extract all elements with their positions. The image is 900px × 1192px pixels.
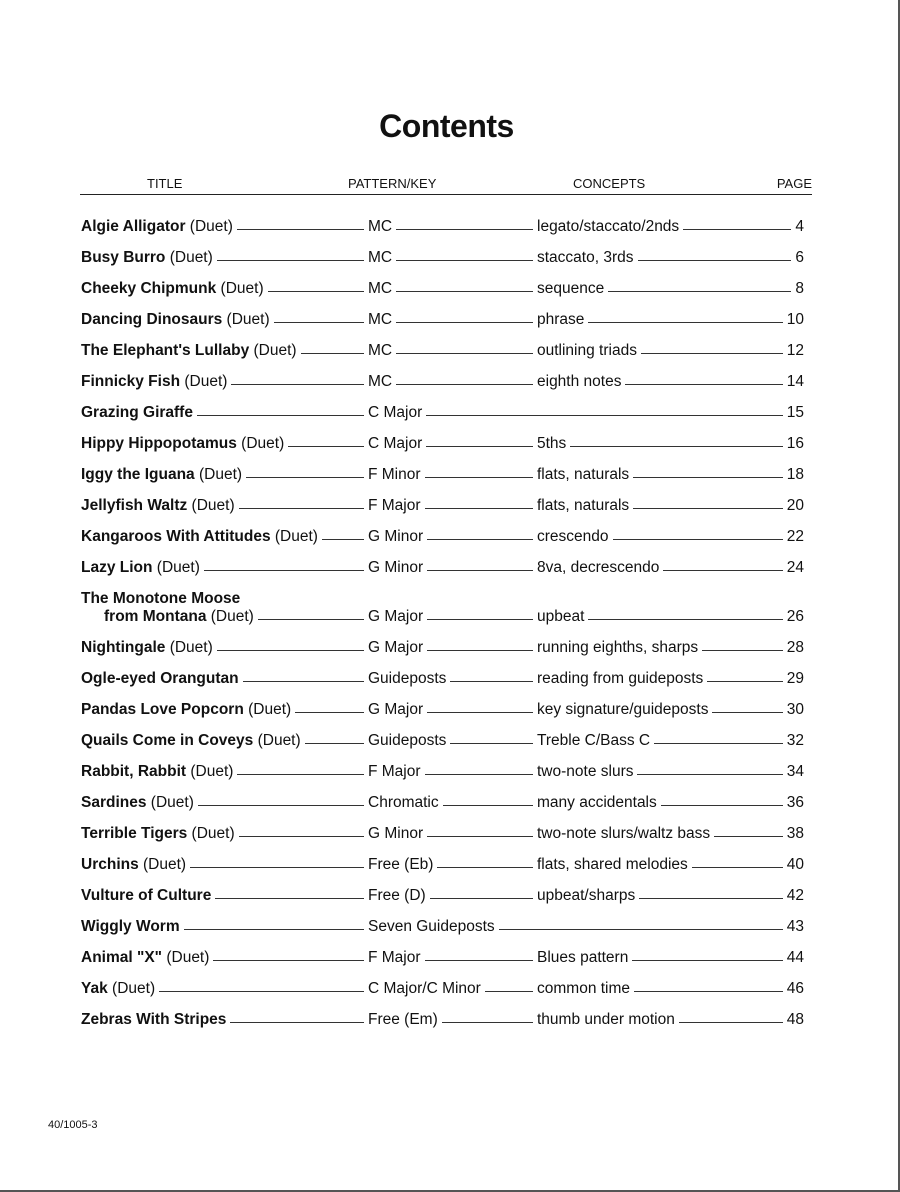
entry-page-number: 46 [786,980,804,997]
dot-leader [425,508,533,509]
entry-page-number: 10 [786,311,804,328]
dot-leader [632,960,782,961]
entry-concept: 8va, decrescendo [537,559,660,576]
entry-name: Quails Come in Coveys [81,732,254,749]
entry-title [81,856,186,874]
header-page: PAGE [776,176,812,191]
entry-name: Zebras With Stripes [81,1011,227,1028]
dot-leader [641,353,783,354]
entry-pattern-key: G Major [368,701,424,718]
entry-title [81,763,233,781]
dot-leader [637,774,782,775]
entry-page-number: 29 [786,670,804,687]
entry-duet-note: (Duet) [162,949,210,966]
entry-name: Nightingale [81,639,166,656]
contents-row [0,300,900,331]
dot-leader [634,991,783,992]
entry-page-number: 24 [786,559,804,576]
dot-leader [485,991,533,992]
dot-leader [426,446,533,447]
entry-title [81,732,301,750]
entry-concept: Blues pattern [537,949,629,966]
dot-leader [268,291,364,292]
dot-leader [239,508,364,509]
entry-page-number: 14 [786,373,804,390]
contents-row [0,845,900,876]
entry-page-number: 44 [786,949,804,966]
entry-page-number: 15 [786,404,804,421]
dot-leader [217,650,364,651]
entry-page-number: 6 [795,249,804,266]
dot-leader [654,743,783,744]
dot-leader [427,619,533,620]
entry-concept: outlining triads [537,342,637,359]
contents-row [0,393,900,424]
dot-leader [426,415,782,416]
entry-page-number: 28 [786,639,804,656]
entry-name: The Elephant's Lullaby [81,342,250,359]
dot-leader [639,898,783,899]
entry-duet-note: (Duet) [138,856,187,873]
contents-row [0,207,900,238]
entry-concept: thumb under motion [537,1011,675,1028]
entry-duet-note: (Duet) [270,528,318,545]
contents-row [0,938,900,969]
entry-name: Animal "X" [81,949,163,966]
entry-concept: Treble C/Bass C [537,732,651,749]
entry-page-number: 12 [786,342,804,359]
entry-page-number: 32 [786,732,804,749]
dot-leader [288,446,364,447]
dot-leader [443,805,533,806]
dot-leader [707,681,782,682]
dot-leader [427,836,533,837]
entry-duet-note: (Duet) [243,701,292,718]
dot-leader [427,650,533,651]
entry-name: Dancing Dinosaurs [81,311,223,328]
header-concepts: CONCEPTS [573,176,646,191]
entry-pattern-key: F Minor [368,466,421,483]
entry-concept: legato/staccato/2nds [537,218,680,235]
header-rule [80,194,812,195]
contents-row [0,628,900,659]
dot-leader [430,898,533,899]
entry-name-line2: from Montana [104,608,207,625]
dot-leader [396,260,533,261]
dot-leader [714,836,783,837]
entry-concept: common time [537,980,631,997]
dot-leader [679,1022,783,1023]
contents-row [0,517,900,548]
entry-duet-note: (Duet) [236,435,285,452]
dot-leader [608,291,791,292]
entry-duet-note: (Duet) [253,732,301,749]
dot-leader [215,898,364,899]
entry-pattern-key: Chromatic [368,794,439,811]
dot-leader [230,1022,364,1023]
entry-name: Grazing Giraffe [81,404,193,421]
entry-pattern-key: C Major [368,404,423,421]
dot-leader [661,805,783,806]
entry-duet-note: (Duet) [152,559,200,576]
entry-pattern-key: MC [368,311,393,328]
entry-duet-note: (Duet) [165,249,213,266]
dot-leader [396,291,533,292]
entry-title [81,497,235,515]
dot-leader [231,384,364,385]
entry-name: Lazy Lion [81,559,153,576]
entry-pattern-key: F Major [368,497,421,514]
entry-title [81,825,235,843]
entry-pattern-key: Free (Eb) [368,856,434,873]
entry-name: Ogle-eyed Orangutan [81,670,239,687]
entry-pattern-key: Free (D) [368,887,426,904]
entry-concept: flats, naturals [537,497,630,514]
entry-duet-note: (Duet) [194,466,243,483]
entry-name: The Monotone Moose [81,590,241,607]
entry-pattern-key: F Major [368,949,421,966]
entry-name: Urchins [81,856,139,873]
entry-title [81,311,270,329]
entry-name: Terrible Tigers [81,825,188,842]
entry-duet-note: (Duet) [187,497,235,514]
dot-leader [625,384,782,385]
contents-row [0,269,900,300]
entry-duet-note: (Duet) [185,218,233,235]
entry-title [81,949,209,967]
dot-leader [301,353,364,354]
entry-title [81,249,213,267]
entry-pattern-key: Free (Em) [368,1011,438,1028]
entry-pattern-key: F Major [368,763,421,780]
entry-title [81,373,227,391]
dot-leader [396,229,533,230]
entry-concept: many accidentals [537,794,657,811]
entry-title [81,701,291,719]
entry-duet-note: (Duet) [206,608,254,625]
dot-leader [197,415,364,416]
contents-row [0,331,900,362]
entry-duet-note: (Duet) [216,280,264,297]
dot-leader [427,712,533,713]
entry-title [81,590,254,626]
entry-page-number: 42 [786,887,804,904]
entry-page-number: 8 [795,280,804,297]
header-pattern-key: PATTERN/KEY [348,176,437,191]
entry-concept: 5ths [537,435,567,452]
entry-concept: upbeat/sharps [537,887,636,904]
contents-row [0,238,900,269]
dot-leader [588,322,782,323]
dot-leader [204,570,364,571]
entry-page-number: 26 [786,608,804,625]
entry-concept: staccato, 3rds [537,249,634,266]
entry-page-number: 18 [786,466,804,483]
entry-page-number: 20 [786,497,804,514]
page-title: Contents [379,108,514,144]
entry-name: Iggy the Iguana [81,466,195,483]
entry-title [81,466,242,484]
dot-leader [437,867,533,868]
entry-name: Yak [81,980,108,997]
dot-leader [295,712,364,713]
entry-title [81,218,233,236]
dot-leader [190,867,364,868]
contents-row [0,876,900,907]
dot-leader [425,477,533,478]
dot-leader [237,229,364,230]
dot-leader [258,619,364,620]
contents-row [0,814,900,845]
entry-pattern-key: G Minor [368,528,424,545]
contents-row [0,486,900,517]
entry-concept: eighth notes [537,373,622,390]
entry-page-number: 38 [786,825,804,842]
dot-leader [633,477,783,478]
entry-pattern-key: MC [368,249,393,266]
dot-leader [274,322,364,323]
entry-pattern-key: MC [368,373,393,390]
entry-name: Vulture of Culture [81,887,212,904]
dot-leader [305,743,364,744]
dot-leader [683,229,791,230]
entry-name: Kangaroos With Attitudes [81,528,271,545]
dot-leader [159,991,364,992]
entry-pattern-key: G Major [368,608,424,625]
entry-pattern-key: MC [368,280,393,297]
contents-row [0,362,900,393]
entry-name: Algie Alligator [81,218,186,235]
entry-concept: reading from guideposts [537,670,704,687]
entry-concept: two-note slurs [537,763,634,780]
entry-name: Pandas Love Popcorn [81,701,244,718]
entry-pattern-key: MC [368,218,393,235]
entry-name: Hippy Hippopotamus [81,435,237,452]
entry-concept: flats, shared melodies [537,856,688,873]
entry-duet-note: (Duet) [165,639,213,656]
entry-pattern-key: G Minor [368,559,424,576]
entry-name: Sardines [81,794,147,811]
dot-leader [499,929,783,930]
entry-duet-note: (Duet) [180,373,228,390]
entry-title [81,918,180,936]
entry-pattern-key: G Major [368,639,424,656]
dot-leader [184,929,364,930]
dot-leader [396,353,533,354]
entry-pattern-key: MC [368,342,393,359]
entry-title [81,404,193,422]
contents-row [0,969,900,1000]
page-code: 40/1005-3 [48,1119,98,1131]
dot-leader [613,539,783,540]
entry-page-number: 40 [786,856,804,873]
entry-page-number: 43 [786,918,804,935]
header-title: TITLE [147,176,183,191]
entry-concept: flats, naturals [537,466,630,483]
entry-page-number: 30 [786,701,804,718]
entry-title [81,435,284,453]
entry-name: Busy Burro [81,249,166,266]
dot-leader [588,619,782,620]
dot-leader [396,322,533,323]
entry-page-number: 16 [786,435,804,452]
entry-name: Cheeky Chipmunk [81,280,217,297]
contents-row [0,455,900,486]
entry-pattern-key: C Major/C Minor [368,980,481,997]
dot-leader [442,1022,533,1023]
entry-name: Rabbit, Rabbit [81,763,187,780]
dot-leader [239,836,364,837]
entry-page-number: 4 [795,218,804,235]
entry-concept: two-note slurs/waltz bass [537,825,711,842]
dot-leader [237,774,364,775]
dot-leader [427,570,533,571]
dot-leader [427,539,533,540]
entry-duet-note: (Duet) [187,825,235,842]
contents-row [0,424,900,455]
entry-name: Wiggly Worm [81,918,180,935]
entry-title [81,528,318,546]
entry-name: Finnicky Fish [81,373,181,390]
dot-leader [633,508,783,509]
dot-leader [217,260,364,261]
entry-pattern-key: G Minor [368,825,424,842]
entry-title [81,639,213,657]
dot-leader [246,477,364,478]
entry-pattern-key: Guideposts [368,670,447,687]
entry-page-number: 34 [786,763,804,780]
entry-title [81,887,211,905]
entry-duet-note: (Duet) [107,980,156,997]
entry-name: Jellyfish Waltz [81,497,188,514]
contents-row [0,548,900,579]
dot-leader [198,805,364,806]
entry-page-number: 22 [786,528,804,545]
entry-duet-note: (Duet) [222,311,270,328]
contents-row [0,579,900,628]
entry-page-number: 36 [786,794,804,811]
entry-pattern-key: C Major [368,435,423,452]
entry-title [81,980,155,998]
entry-concept: phrase [537,311,585,328]
entry-title [81,559,200,577]
dot-leader [692,867,783,868]
entry-pattern-key: Guideposts [368,732,447,749]
entry-title [81,280,264,298]
entry-duet-note: (Duet) [249,342,297,359]
dot-leader [638,260,792,261]
entry-title [81,342,297,360]
entry-duet-note: (Duet) [186,763,234,780]
dot-leader [450,681,533,682]
contents-row [0,752,900,783]
entry-title [81,670,239,688]
dot-leader [702,650,783,651]
contents-table [0,207,900,1031]
dot-leader [712,712,782,713]
entry-title [81,794,194,812]
entry-concept: key signature/guideposts [537,701,709,718]
contents-row [0,783,900,814]
contents-row [0,690,900,721]
dot-leader [570,446,782,447]
dot-leader [425,960,533,961]
dot-leader [450,743,533,744]
dot-leader [396,384,533,385]
entry-concept: crescendo [537,528,609,545]
dot-leader [663,570,782,571]
entry-pattern-key: Seven Guideposts [368,918,495,935]
dot-leader [322,539,364,540]
contents-row [0,907,900,938]
entry-concept: upbeat [537,608,585,625]
entry-duet-note: (Duet) [146,794,194,811]
contents-row [0,721,900,752]
dot-leader [213,960,364,961]
contents-row [0,659,900,690]
entry-title [81,1011,226,1029]
dot-leader [425,774,533,775]
contents-row [0,1000,900,1031]
entry-page-number: 48 [786,1011,804,1028]
entry-concept: sequence [537,280,605,297]
dot-leader [243,681,364,682]
entry-concept: running eighths, sharps [537,639,699,656]
